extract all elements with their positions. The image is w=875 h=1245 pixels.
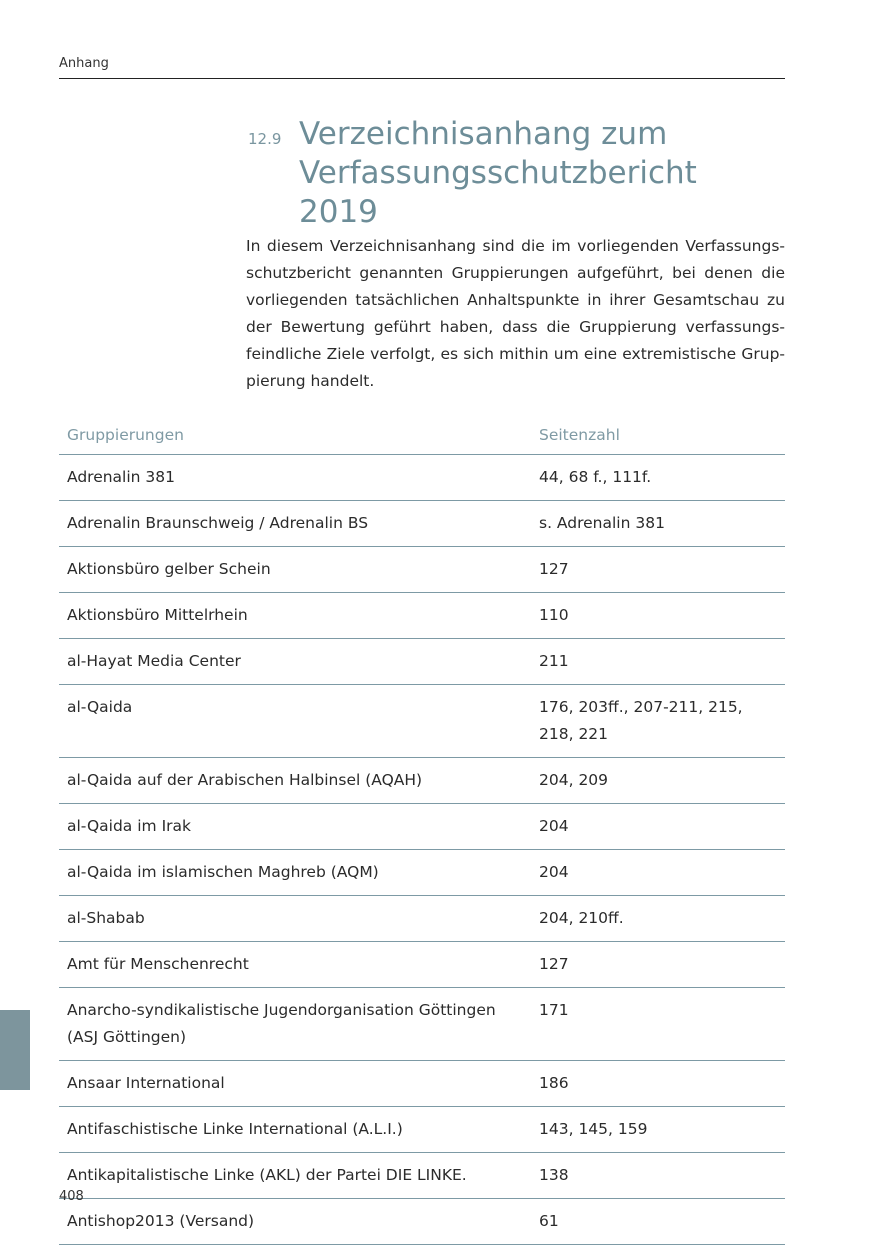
intro-paragraph: In diesem Verzeichnisanhang sind die im vorliegenden Verfassungsschutzbericht genannten Gruppierungen aufgeführt, bei denen die vorliegenden tatsächlichen Anhaltspunkte in ihrer Gesamtschau zu der Bewertung geführt haben, dass die Gruppierung verfassungsfeindliche Ziele verfolgt, es sich mithin um eine extremistische Gruppierung handelt. bbox=[246, 237, 785, 390]
page-numbers: 176, 203ff., 207-211, 215, 218, 221 bbox=[531, 685, 785, 758]
group-name: Antifaschistische Linke International (A.L.I.) bbox=[59, 1107, 531, 1153]
chapter-number: 12.9 bbox=[248, 130, 282, 148]
table-row bbox=[59, 804, 785, 850]
column-header-pages: Seitenzahl bbox=[531, 416, 785, 455]
table-row bbox=[59, 1107, 785, 1153]
page-numbers: 127 bbox=[531, 547, 785, 593]
table-row bbox=[59, 639, 785, 685]
page-numbers: 138 bbox=[531, 1153, 785, 1199]
running-head: Anhang bbox=[59, 56, 109, 71]
page-numbers: 44, 68 f., 111f. bbox=[531, 455, 785, 501]
table-row bbox=[59, 896, 785, 942]
table-row bbox=[59, 988, 785, 1061]
group-name: Antikapitalistische Linke (AKL) der Partei DIE LINKE. bbox=[59, 1153, 531, 1199]
chapter-title: Verzeichnisanhang zum Verfassungsschutzbericht 2019 bbox=[299, 116, 697, 230]
group-name: Aktionsbüro gelber Schein bbox=[59, 547, 531, 593]
table-row bbox=[59, 501, 785, 547]
group-name: Adrenalin 381 bbox=[59, 455, 531, 501]
table-row bbox=[59, 685, 785, 758]
index-table bbox=[59, 416, 785, 1245]
page-numbers: 186 bbox=[531, 1061, 785, 1107]
table-row bbox=[59, 850, 785, 896]
group-name: al-Shabab bbox=[59, 896, 531, 942]
table-row bbox=[59, 455, 785, 501]
group-name: al-Qaida bbox=[59, 685, 531, 758]
chapter-side-tab bbox=[0, 1010, 30, 1090]
page-numbers: 143, 145, 159 bbox=[531, 1107, 785, 1153]
page-numbers: 171 bbox=[531, 988, 785, 1061]
page-numbers: 211 bbox=[531, 639, 785, 685]
page-number: 408 bbox=[59, 1189, 84, 1204]
page-numbers: 204 bbox=[531, 850, 785, 896]
table-row bbox=[59, 547, 785, 593]
page-numbers: 204, 210ff. bbox=[531, 896, 785, 942]
group-name: Antishop2013 (Versand) bbox=[59, 1199, 531, 1245]
group-name: al-Qaida auf der Arabischen Halbinsel (AQAH) bbox=[59, 758, 531, 804]
group-name: al-Qaida im islamischen Maghreb (AQM) bbox=[59, 850, 531, 896]
page-numbers: s. Adrenalin 381 bbox=[531, 501, 785, 547]
table-row bbox=[59, 1199, 785, 1245]
table-header-row bbox=[59, 416, 785, 455]
page-numbers: 110 bbox=[531, 593, 785, 639]
group-name: al-Qaida im Irak bbox=[59, 804, 531, 850]
column-header-groups: Gruppierungen bbox=[59, 416, 531, 455]
group-name: al-Hayat Media Center bbox=[59, 639, 531, 685]
page-numbers: 61 bbox=[531, 1199, 785, 1245]
table-row bbox=[59, 942, 785, 988]
group-name: Amt für Menschenrecht bbox=[59, 942, 531, 988]
group-name: Ansaar International bbox=[59, 1061, 531, 1107]
table-row bbox=[59, 758, 785, 804]
group-name: Adrenalin Braunschweig / Adrenalin BS bbox=[59, 501, 531, 547]
page-numbers: 204 bbox=[531, 804, 785, 850]
page-numbers: 127 bbox=[531, 942, 785, 988]
table-row bbox=[59, 1061, 785, 1107]
group-name: Aktionsbüro Mittelrhein bbox=[59, 593, 531, 639]
table-row bbox=[59, 1153, 785, 1199]
page-numbers: 204, 209 bbox=[531, 758, 785, 804]
header-rule bbox=[59, 78, 785, 79]
table-row bbox=[59, 593, 785, 639]
group-name: Anarcho-syndikalistische Jugendorganisation Göttingen (ASJ Göttingen) bbox=[59, 988, 531, 1061]
